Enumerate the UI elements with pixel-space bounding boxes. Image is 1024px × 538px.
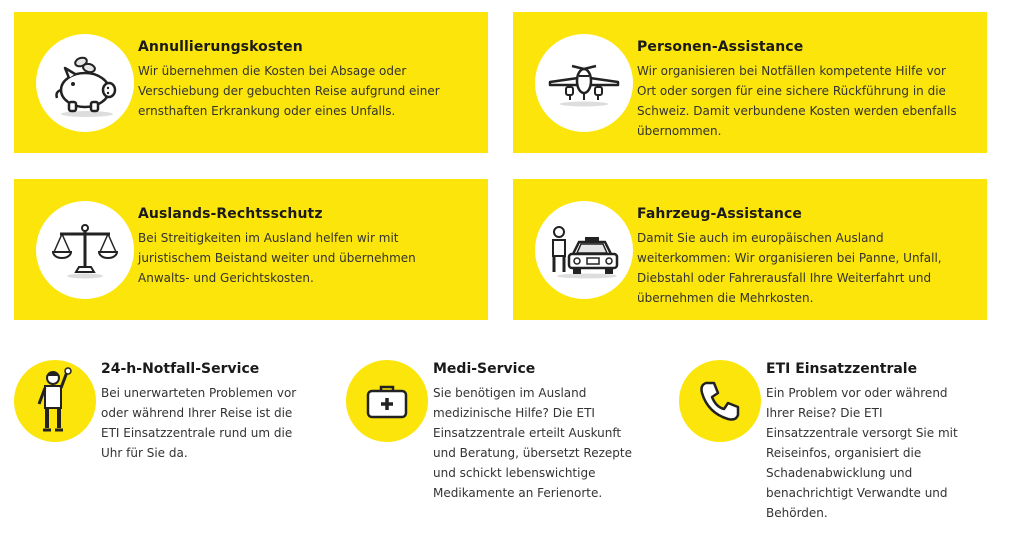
service-medi: [346, 350, 666, 530]
desc-line: ETI Einsatzzentrale rund um die: [101, 426, 293, 440]
desc-line: Anwalts- und Gerichtskosten.: [138, 271, 314, 285]
desc-line: übernehmen die Mehrkosten.: [637, 291, 814, 305]
desc-line: Verschiebung der gebuchten Reise aufgrund einer: [138, 84, 440, 98]
card-description: [138, 61, 440, 121]
desc-line: Behörden.: [766, 506, 828, 520]
desc-line: medizinische Hilfe? Die ETI: [433, 406, 595, 420]
scales-icon: [50, 220, 120, 280]
card-title: Auslands-Rechtsschutz: [138, 206, 323, 222]
phone-handset-icon: [698, 379, 742, 423]
card-description: [138, 228, 416, 288]
desc-line: Schweiz. Damit verbundene Kosten werden ebenfalls: [637, 104, 957, 118]
service-24h-notfall: [14, 350, 334, 530]
card-description: [637, 61, 957, 141]
desc-line: Schadenabwicklung und: [766, 466, 913, 480]
piggy-bank-icon: [47, 48, 123, 118]
service-description: [101, 383, 296, 463]
service-title: ETI Einsatzzentrale: [766, 361, 918, 377]
desc-line: weiterkommen: Wir organisieren bei Panne, Unfall,: [637, 251, 942, 265]
desc-line: Einsatzzentrale versorgt Sie mit: [766, 426, 958, 440]
waving-person-icon: [35, 366, 75, 436]
desc-line: Wir übernehmen die Kosten bei Absage oder: [138, 64, 407, 78]
first-aid-kit-icon: [366, 383, 408, 419]
card-fahrzeug-assistance: [513, 179, 987, 320]
card-personen-assistance: [513, 12, 987, 153]
icon-circle: [535, 34, 633, 132]
service-eti-einsatzzentrale: [679, 350, 999, 535]
service-description: [433, 383, 632, 503]
icon-circle: [679, 360, 761, 442]
desc-line: Ein Problem vor oder während: [766, 386, 948, 400]
desc-line: ernsthaften Erkrankung oder eines Unfalls.: [138, 104, 396, 118]
desc-line: und schickt lebenswichtige: [433, 466, 596, 480]
desc-line: Wir organisieren bei Notfällen kompetente Hilfe vor: [637, 64, 946, 78]
card-title: Fahrzeug-Assistance: [637, 206, 802, 222]
car-mechanic-icon: [547, 220, 621, 280]
service-title: Medi-Service: [433, 361, 536, 377]
desc-line: Damit Sie auch im europäischen Ausland: [637, 231, 884, 245]
card-description: [637, 228, 942, 308]
icon-circle: [346, 360, 428, 442]
card-title: Personen-Assistance: [637, 39, 804, 55]
desc-line: Diebstahl oder Fahrerausfall Ihre Weiterfahrt und: [637, 271, 932, 285]
desc-line: Reiseinfos, organisiert die: [766, 446, 922, 460]
desc-line: und Beratung, übersetzt Rezepte: [433, 446, 632, 460]
desc-line: übernommen.: [637, 124, 722, 138]
icon-circle: [36, 34, 134, 132]
icon-circle: [14, 360, 96, 442]
desc-line: Medikamente an Ferienorte.: [433, 486, 603, 500]
card-annullierungskosten: [14, 12, 488, 153]
icon-circle: [535, 201, 633, 299]
card-title: Annullierungskosten: [138, 39, 303, 55]
desc-line: Ort oder sorgen für eine sichere Rückführung in die: [637, 84, 946, 98]
card-auslands-rechtsschutz: [14, 179, 488, 320]
desc-line: Uhr für Sie da.: [101, 446, 188, 460]
desc-line: benachrichtigt Verwandte und: [766, 486, 948, 500]
desc-line: Sie benötigen im Ausland: [433, 386, 587, 400]
desc-line: juristischem Beistand weiter und übernehmen: [138, 251, 416, 265]
service-description: [766, 383, 958, 523]
service-title: 24-h-Notfall-Service: [101, 361, 260, 377]
desc-line: Einsatzzentrale erteilt Auskunft: [433, 426, 622, 440]
desc-line: Bei unerwarteten Problemen vor: [101, 386, 297, 400]
icon-circle: [36, 201, 134, 299]
desc-line: Ihrer Reise? Die ETI: [766, 406, 883, 420]
airplane-icon: [546, 58, 622, 108]
desc-line: Bei Streitigkeiten im Ausland helfen wir mit: [138, 231, 399, 245]
desc-line: oder während Ihrer Reise ist die: [101, 406, 293, 420]
